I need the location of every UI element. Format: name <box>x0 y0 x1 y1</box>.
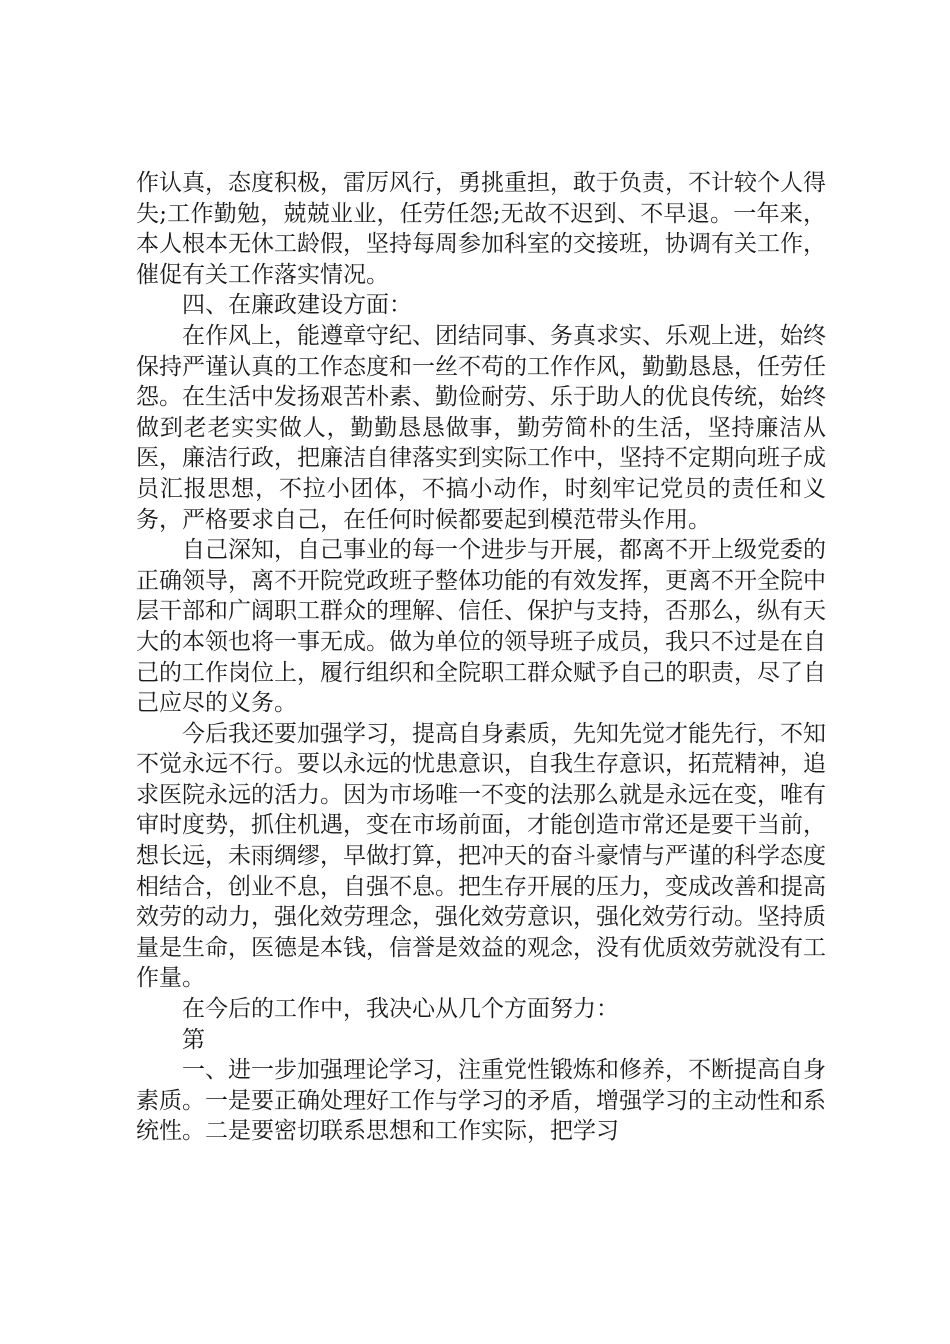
section-heading-integrity: 四、在廉政建设方面： <box>182 292 412 319</box>
paragraph-future-study: 今后我还要加强学习，提高自身素质，先知先觉才能先行，不知不觉永远不行。要以永远的忧患意识，自我生存意识，拓荒精神，追求医院永远的活力。因为市场唯一不变的法那么就是永远在变，唯有审时度势，抓住机遇，变在市场前面，才能创造市常还是要干当前，想长远，未雨绸缪，早做打算，把冲天的奋斗豪情与严谨的科学态度相结合，创业不息，自强不息。把生存开展的压力，变成改善和提高效劳的动力，强化效劳理念，强化效劳意识，强化效劳行动。坚持质量是生命，医德是本钱，信誉是效益的观念，没有优质效劳就没有工作量。 <box>136 720 826 992</box>
paragraph-future-intro: 在今后的工作中，我决心从几个方面努力： <box>182 996 619 1023</box>
paragraph-work-style: 在作风上，能遵章守纪、团结同事、务真求实、乐观上进，始终保持严谨认真的工作态度和一丝不苟的工作作风，勤勤恳恳，任劳任怨。在生活中发扬艰苦朴素、勤俭耐劳、乐于助人的优良传统，始终做到老老实实做人，勤勤恳恳做事，勤劳简朴的生活，坚持廉洁从医，廉洁行政，把廉洁自律落实到实际工作中，坚持不定期向班子成员汇报思想，不拉小团体，不搞小动作，时刻牢记党员的责任和义务，严格要求自己，在任何时候都要起到模范带头作用。 <box>136 322 826 533</box>
paragraph-self-awareness: 自己深知，自己事业的每一个进步与开展，都离不开上级党委的正确领导，离不开院党政班子整体功能的有效发挥，更离不开全院中层干部和广阔职工群众的理解、信任、保护与支持，否那么，纵有天大的本领也将一事无成。做为单位的领导班子成员，我只不过是在自己的工作岗位上，履行组织和全院职工群众赋予自己的职责，尽了自己应尽的义务。 <box>136 537 826 717</box>
paragraph-point-one: 一、进一步加强理论学习，注重党性锻炼和修养，不断提高自身素质。一是要正确处理好工作与学习的矛盾，增强学习的主动性和系统性。二是要密切联系思想和工作实际，把学习 <box>136 1057 826 1145</box>
document-body <box>136 168 826 1147</box>
paragraph-ordinal: 第 <box>182 1026 205 1053</box>
paragraph-work-attitude: 作认真，态度积极，雷厉风行，勇挑重担，敢于负责，不计较个人得失;工作勤勉，兢兢业业，任劳任怨;无故不迟到、不早退。一年来，本人根本无休工龄假，坚持每周参加科室的交接班，协调有关工作，催促有关工作落实情况。 <box>136 170 826 288</box>
